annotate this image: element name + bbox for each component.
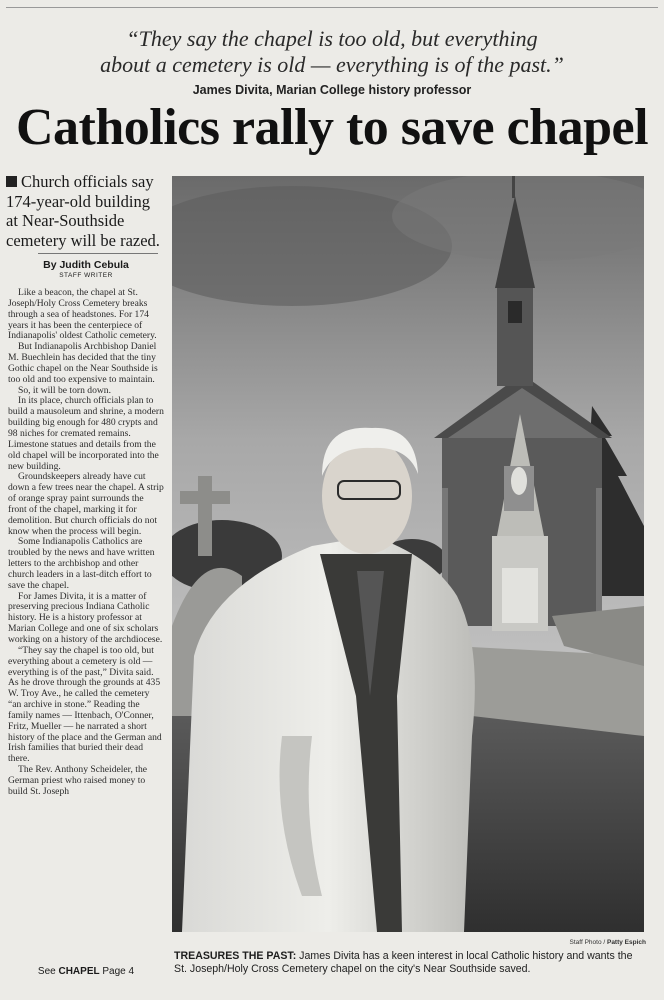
article-paragraph: The Rev. Anthony Scheideler, the German priest who raised money to build St. Joseph [8, 764, 148, 797]
photo-caption [174, 950, 644, 976]
jump-label: CHAPEL [58, 966, 100, 977]
article-paragraph: For James Divita, it is a matter of preserving precious Indiana Catholic history. He is a history professor at Marian College and one of six scholars working on a history of the archdiocese. [8, 590, 163, 645]
article-body [8, 288, 164, 798]
byline-role: STAFF WRITER [59, 272, 113, 279]
article-paragraph: Groundskeepers already have cut down a few trees near the chapel. A strip of orange spray paint surrounds the front of the chapel, marking it for demolition. But church officials do not know when the process will begin. [8, 471, 164, 537]
pull-quote-attribution: James Divita, Marian College history professor [192, 83, 472, 97]
article-paragraph: So, it will be torn down. [18, 384, 112, 396]
deck-text: Church officials say 174-year-old building at Near-Southside cemetery will be razed. [6, 172, 160, 250]
article-paragraph: In its place, church officials plan to build a mausoleum and shrine, a modern building big enough for 480 crypts and 98 niches for cremated remains. Limestone statues and details from the old chapel will be incorporated into the new building. [8, 395, 164, 472]
top-rule [6, 7, 658, 8]
jump-prefix: See [37, 966, 59, 977]
news-photo [172, 176, 644, 932]
deck [6, 172, 166, 250]
jump-page: Page 4 [99, 966, 135, 977]
photo-credit-name: Patty Espich [606, 939, 646, 946]
square-bullet-icon [6, 176, 17, 187]
article-paragraph: Like a beacon, the chapel at St. Joseph/Holy Cross Cemetery breaks through a sea of headstones. For 174 years it has been the centerpiece of Indianapolis' oldest Catholic cemetery. [8, 287, 157, 342]
article-paragraph: Some Indianapolis Catholics are troubled by the news and have written letters to the archbishop and other church leaders in a last-ditch effort to save the chapel. [8, 536, 155, 591]
byline-name: By Judith Cebula [43, 259, 129, 271]
photo-credit [570, 939, 646, 946]
headline: Catholics rally to save chapel [15, 99, 649, 156]
pull-quote [40, 26, 624, 78]
photo-credit-prefix: Staff Photo / [569, 939, 607, 946]
pull-quote-line-1: “They say the chapel is too old, but everything [126, 26, 538, 51]
pull-quote-line-2: about a cemetery is old — everything is of the past.” [100, 52, 564, 77]
article-paragraph: But Indianapolis Archbishop Daniel M. Buechlein has decided that the tiny Gothic chapel on the Near Southside is too old and too expensive to maintain. [8, 341, 158, 385]
byline [6, 259, 166, 279]
article-paragraph: “They say the chapel is too old, but everything about a cemetery is old — everything is of the past,” Divita said. As he drove through the grounds at 435 W. Troy Ave., he called the cemetery “an archive in stone.” Reading the family names — Ittenbach, O'Conner, Fritz, Mueller — he narrated a short history of the place and the German and Irish families that buried their dead there. [8, 644, 162, 765]
photo-illustration [172, 176, 644, 932]
caption-text: James Divita has a keen interest in local Catholic history and wants the St. Joseph/Holy Cross Cemetery chapel on the city's Near Southside saved. [174, 950, 633, 975]
deck-divider [38, 253, 158, 254]
caption-lead: TREASURES THE PAST: [174, 950, 297, 962]
jump-line[interactable] [8, 966, 164, 977]
